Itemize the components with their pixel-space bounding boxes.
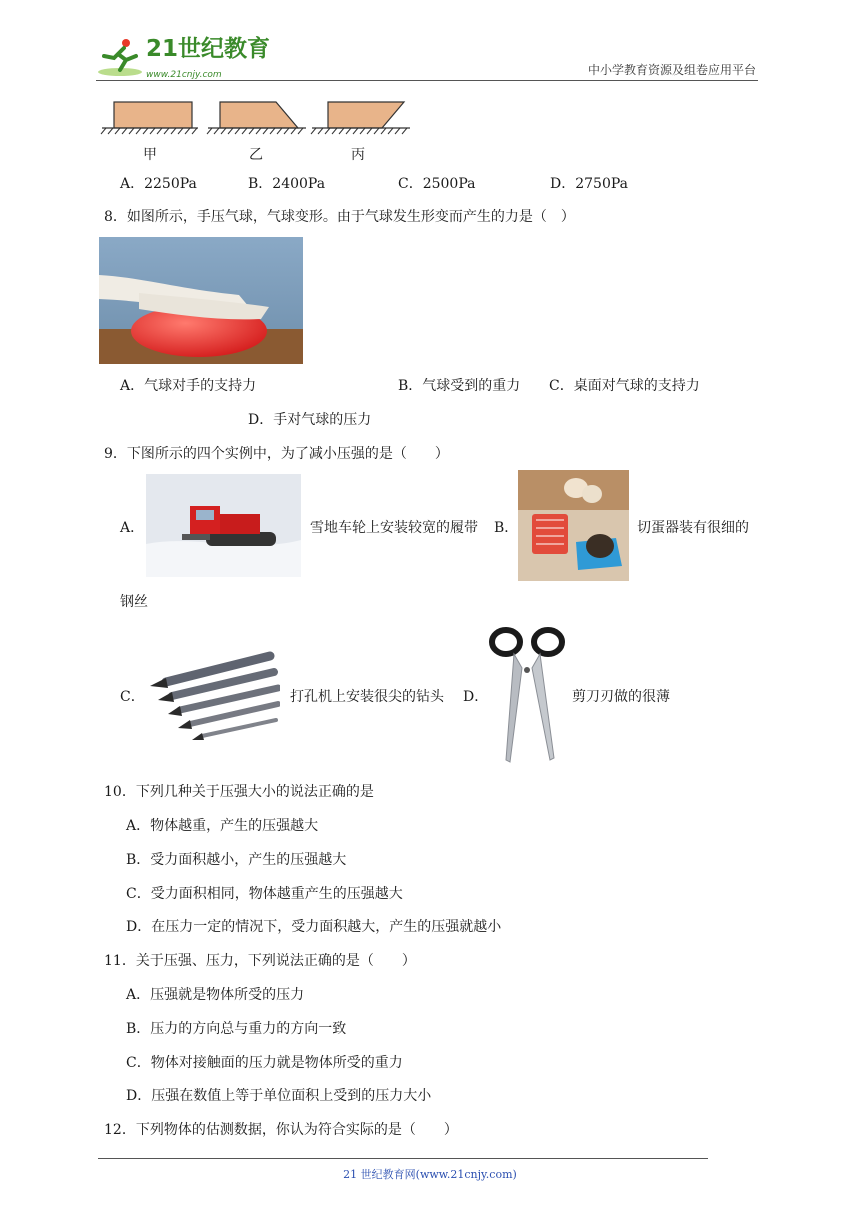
q11-option-c: C．物体对接触面的压力就是物体所受的重力	[126, 1055, 403, 1071]
q10-option-c: C．受力面积相同，物体越重产生的压强越大	[126, 886, 403, 902]
q9-b-text-cont: 钢丝	[120, 594, 148, 610]
logo-url: www.21cnjy.com	[146, 70, 222, 80]
header-divider	[96, 80, 758, 81]
logo-runner-icon	[96, 36, 146, 78]
q8-option-d: D．手对气球的压力	[248, 412, 372, 428]
q10-stem: 10．下列几种关于压强大小的说法正确的是	[104, 784, 374, 800]
q9-b-text: 切蛋器装有很细的	[637, 520, 749, 536]
q8-stem: 8．如图所示，手压气球，气球变形。由于气球发生形变而产生的力是（ ）	[104, 209, 575, 225]
q7-label-bing: 丙	[351, 147, 365, 163]
footer-divider	[98, 1158, 708, 1159]
q9-c-drillbits-photo	[146, 650, 280, 742]
q9-d-scissors-photo	[488, 624, 566, 764]
q11-option-d: D．压强在数值上等于单位面积上受到的压力大小	[126, 1088, 432, 1104]
q7-option-c: C．2500Pa	[398, 176, 476, 192]
q7-option-a: A．2250Pa	[120, 176, 197, 192]
footer-text: 21 世纪教育网(www.21cnjy.com)	[343, 1168, 517, 1181]
q9-b-label: B．	[494, 520, 519, 536]
q9-a-snowcat-photo	[146, 474, 301, 577]
q9-a-text: 雪地车轮上安装较宽的履带	[310, 520, 478, 536]
q9-b-eggslicer-photo	[518, 470, 629, 581]
q11-option-a: A．压强就是物体所受的压力	[126, 987, 305, 1003]
q8-balloon-photo	[99, 237, 303, 364]
q9-d-text: 剪刀刃做的很薄	[572, 689, 670, 705]
q9-stem: 9．下图所示的四个实例中，为了减小压强的是（ ）	[104, 446, 449, 462]
q10-option-d: D．在压力一定的情况下，受力面积越大，产生的压强就越小	[126, 919, 502, 935]
q10-option-b: B．受力面积越小，产生的压强越大	[126, 852, 347, 868]
logo-text: 21世纪教育	[146, 36, 271, 62]
q11-option-b: B．压力的方向总与重力的方向一致	[126, 1021, 347, 1037]
q9-d-label: D．	[463, 689, 489, 705]
block-yi	[220, 102, 298, 128]
q8-option-c: C．桌面对气球的支持力	[549, 378, 700, 394]
q9-c-label: C．	[120, 689, 145, 705]
q7-label-jia: 甲	[143, 147, 157, 163]
q10-option-a: A．物体越重，产生的压强越大	[126, 818, 319, 834]
q7-figure	[100, 98, 412, 136]
q8-option-a: A．气球对手的支持力	[120, 378, 257, 394]
q11-stem: 11．关于压强、压力，下列说法正确的是（ ）	[104, 953, 416, 969]
block-jia	[114, 102, 192, 128]
q12-stem: 12．下列物体的估测数据，你认为符合实际的是（ ）	[104, 1122, 458, 1138]
q7-option-d: D．2750Pa	[550, 176, 628, 192]
block-bing	[328, 102, 404, 128]
header-platform-name: 中小学教育资源及组卷应用平台	[587, 63, 756, 77]
q9-c-text: 打孔机上安装很尖的钻头	[290, 689, 444, 705]
q9-a-label: A．	[120, 520, 145, 536]
q8-option-b: B．气球受到的重力	[398, 378, 521, 394]
q7-option-b: B．2400Pa	[248, 176, 326, 192]
q7-label-yi: 乙	[249, 147, 263, 163]
